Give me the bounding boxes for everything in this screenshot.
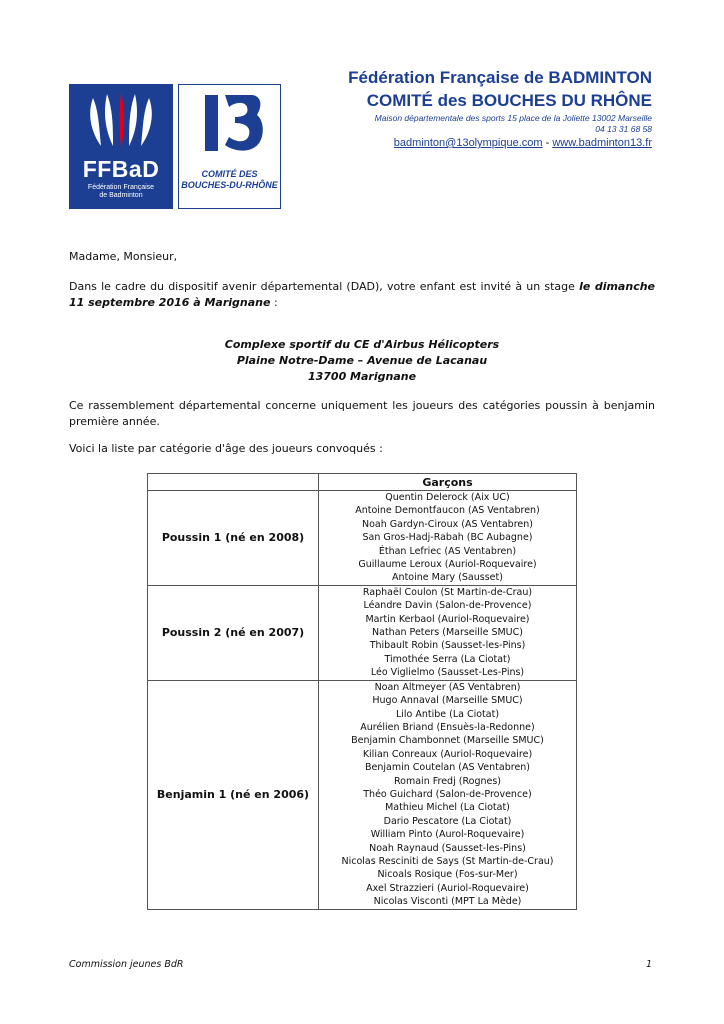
email-link[interactable]: badminton@13olympique.com xyxy=(393,137,543,149)
ffbad-subtitle xyxy=(69,184,173,200)
number-13-emblem-icon xyxy=(179,85,280,165)
category-cell: Benjamin 1 (né en 2006) xyxy=(148,680,319,909)
player-name: Nicoals Rosique (Fos-sur-Mer) xyxy=(377,869,518,881)
player-name: Nicolas Visconti (MPT La Mède) xyxy=(373,896,522,908)
player-name: Léandre Davin (Salon-de-Provence) xyxy=(363,600,532,612)
ffbad-wordmark: FFBaD xyxy=(82,156,160,182)
federation-title: Fédération Française de BADMINTON xyxy=(348,68,652,87)
link-separator: - xyxy=(542,137,553,149)
player-name: Martin Kerbaol (Auriol-Roquevaire) xyxy=(365,613,530,625)
player-name: Noah Raynaud (Sausset-les-Pins) xyxy=(369,842,526,854)
player-name: Léo Viglielmo (Sausset-Les-Pins) xyxy=(370,667,525,679)
player-name: Romain Fredj (Rognes) xyxy=(394,775,501,787)
player-name: Antoine Demontfaucon (AS Ventabren) xyxy=(355,505,540,517)
player-name: Mathieu Michel (La Ciotat) xyxy=(385,802,510,814)
contact-links xyxy=(394,137,652,149)
player-name: Noan Altmeyer (AS Ventabren) xyxy=(374,681,521,693)
ffbad-subtitle-line2: de Badminton xyxy=(99,192,143,199)
list-intro: Voici la liste par catégorie d'âge des joueurs convoqués : xyxy=(69,442,383,455)
player-name: Théo Guichard (Salon-de-Provence) xyxy=(363,788,532,800)
venue-line3: 13700 Marignane xyxy=(307,370,417,383)
players-cell xyxy=(319,680,577,909)
player-name: San Gros-Hadj-Rabah (BC Aubagne) xyxy=(362,532,533,544)
intro-date-location: le dimanche 11 septembre 2016 à Marignane xyxy=(69,280,656,309)
category-cell: Poussin 1 (né en 2008) xyxy=(148,491,319,586)
intro-text: Dans le cadre du dispositif avenir départemental (DAD), votre enfant est invité à un stage xyxy=(69,280,580,293)
venue-block xyxy=(69,337,655,385)
website-link[interactable]: www.badminton13.fr xyxy=(552,137,652,149)
comite-logo-line1: COMITÉ DES xyxy=(201,169,258,179)
player-name: Benjamin Coutelan (AS Ventabren) xyxy=(364,762,531,774)
venue-line2: Plaine Notre-Dame – Avenue de Lacanau xyxy=(236,354,488,367)
player-name: Quentin Delerock (Aix UC) xyxy=(385,492,510,503)
player-name: Nathan Peters (Marseille SMUC) xyxy=(372,627,523,639)
player-name: Thibault Robin (Sausset-les-Pins) xyxy=(369,640,526,652)
table-row xyxy=(148,680,577,909)
player-name: Nicolas Resciniti de Says (St Martin-de-Crau) xyxy=(341,855,554,867)
category-cell: Poussin 2 (né en 2007) xyxy=(148,585,319,680)
comite-13-logo xyxy=(178,84,281,209)
address: Maison départementale des sports 15 place de la Joliette 13002 Marseille xyxy=(374,113,652,123)
intro-paragraph xyxy=(69,279,655,311)
players-cell xyxy=(319,491,577,586)
player-name: Benjamin Chambonnet (Marseille SMUC) xyxy=(351,735,544,747)
comite-logo-line2: BOUCHES-DU-RHÔNE xyxy=(181,180,278,190)
player-name: Lilo Antibe (La Ciotat) xyxy=(395,708,500,720)
phone: 04 13 31 68 58 xyxy=(595,124,652,134)
ffbad-subtitle-line1: Fédération Française xyxy=(87,184,155,191)
page-number: 1 xyxy=(645,959,652,970)
comite-title: COMITÉ des BOUCHES DU RHÔNE xyxy=(366,91,652,110)
player-name: William Pinto (Aurol-Roquevaire) xyxy=(370,829,525,841)
footer-commission: Commission jeunes BdR xyxy=(69,959,184,970)
player-name: Aurélien Briand (Ensuès-la-Redonne) xyxy=(360,721,535,733)
player-name: Timothée Serra (La Ciotat) xyxy=(384,653,511,665)
player-name: Guillaume Leroux (Auriol-Roquevaire) xyxy=(358,559,537,571)
player-name: Raphaël Coulon (St Martin-de-Crau) xyxy=(362,586,533,598)
table-header-empty xyxy=(148,474,319,491)
rassemblement-paragraph: Ce rassemblement départemental concerne uniquement les joueurs des catégories poussin à benjamin première année. xyxy=(69,399,655,428)
player-name: Éthan Lefriec (AS Ventabren) xyxy=(378,545,517,557)
players-cell xyxy=(319,585,577,680)
player-name: Axel Strazzieri (Auriol-Roquevaire) xyxy=(366,882,529,894)
table-header-row xyxy=(148,474,577,491)
intro-end: : xyxy=(270,296,278,309)
greeting: Madame, Monsieur, xyxy=(69,250,178,263)
ffbad-logo xyxy=(69,84,173,209)
table-row xyxy=(148,585,577,680)
players-table xyxy=(147,473,577,910)
player-name: Noah Gardyn-Ciroux (AS Ventabren) xyxy=(362,518,533,530)
table-row xyxy=(148,491,577,586)
table-header-garcons: Garçons xyxy=(319,474,577,491)
player-name: Kilian Conreaux (Auriol-Roquevaire) xyxy=(362,748,533,760)
venue-line1: Complexe sportif du CE d'Airbus Hélicopters xyxy=(224,338,500,351)
player-name: Antoine Mary (Sausset) xyxy=(392,572,503,584)
player-name: Dario Pescatore (La Ciotat) xyxy=(383,815,512,827)
player-name: Hugo Annaval (Marseille SMUC) xyxy=(372,695,523,707)
